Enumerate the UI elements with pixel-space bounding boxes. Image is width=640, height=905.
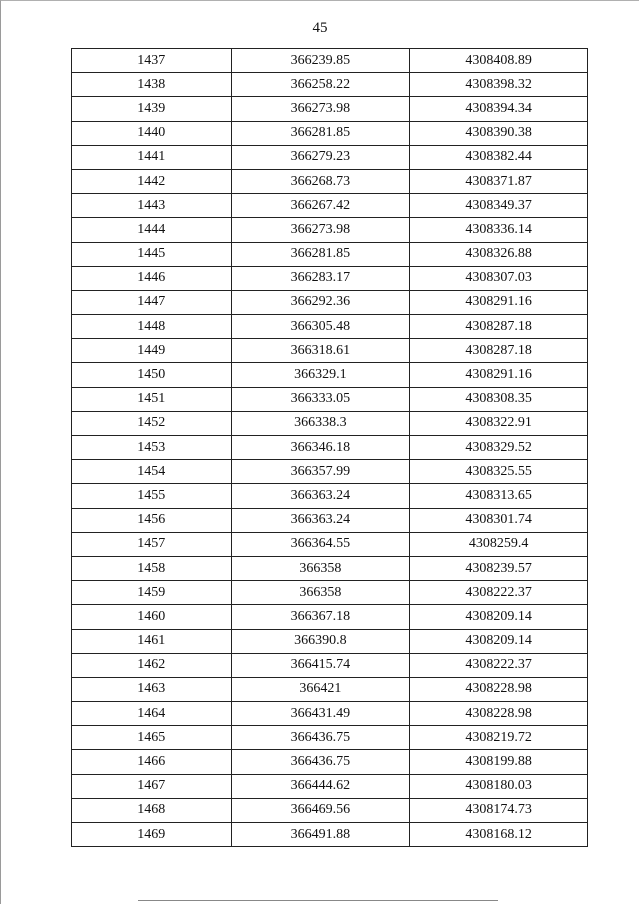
y-coordinate-cell: 4308209.14: [410, 605, 588, 629]
y-coordinate-cell: 4308325.55: [410, 460, 588, 484]
table-row: [72, 556, 588, 580]
x-coordinate-cell: 366364.55: [231, 532, 410, 556]
y-coordinate-cell: 4308322.91: [410, 411, 588, 435]
y-coordinate-cell: 4308239.57: [410, 556, 588, 580]
point-number-cell: 1458: [72, 556, 232, 580]
coordinates-table: [71, 48, 588, 847]
point-number-cell: 1456: [72, 508, 232, 532]
table-row: [72, 677, 588, 701]
x-coordinate-cell: 366305.48: [231, 315, 410, 339]
point-number-cell: 1440: [72, 121, 232, 145]
x-coordinate-cell: 366421: [231, 677, 410, 701]
y-coordinate-cell: 4308313.65: [410, 484, 588, 508]
point-number-cell: 1464: [72, 702, 232, 726]
x-coordinate-cell: 366346.18: [231, 436, 410, 460]
table-row: [72, 436, 588, 460]
y-coordinate-cell: 4308222.37: [410, 581, 588, 605]
x-coordinate-cell: 366318.61: [231, 339, 410, 363]
x-coordinate-cell: 366436.75: [231, 726, 410, 750]
coordinates-table-body: [72, 49, 588, 847]
point-number-cell: 1449: [72, 339, 232, 363]
table-row: [72, 73, 588, 97]
point-number-cell: 1460: [72, 605, 232, 629]
point-number-cell: 1437: [72, 49, 232, 73]
point-number-cell: 1448: [72, 315, 232, 339]
y-coordinate-cell: 4308307.03: [410, 266, 588, 290]
x-coordinate-cell: 366273.98: [231, 97, 410, 121]
table-row: [72, 484, 588, 508]
y-coordinate-cell: 4308382.44: [410, 145, 588, 169]
y-coordinate-cell: 4308219.72: [410, 726, 588, 750]
table-row: [72, 218, 588, 242]
x-coordinate-cell: 366415.74: [231, 653, 410, 677]
y-coordinate-cell: 4308291.16: [410, 363, 588, 387]
table-row: [72, 532, 588, 556]
table-row: [72, 266, 588, 290]
table-row: [72, 798, 588, 822]
x-coordinate-cell: 366357.99: [231, 460, 410, 484]
x-coordinate-cell: 366292.36: [231, 290, 410, 314]
point-number-cell: 1463: [72, 677, 232, 701]
y-coordinate-cell: 4308336.14: [410, 218, 588, 242]
y-coordinate-cell: 4308287.18: [410, 339, 588, 363]
table-row: [72, 702, 588, 726]
x-coordinate-cell: 366491.88: [231, 823, 410, 847]
y-coordinate-cell: 4308390.38: [410, 121, 588, 145]
point-number-cell: 1468: [72, 798, 232, 822]
table-row: [72, 581, 588, 605]
table-row: [72, 315, 588, 339]
table-row: [72, 387, 588, 411]
table-row: [72, 145, 588, 169]
point-number-cell: 1445: [72, 242, 232, 266]
x-coordinate-cell: 366283.17: [231, 266, 410, 290]
y-coordinate-cell: 4308222.37: [410, 653, 588, 677]
point-number-cell: 1454: [72, 460, 232, 484]
x-coordinate-cell: 366281.85: [231, 242, 410, 266]
point-number-cell: 1442: [72, 169, 232, 193]
table-row: [72, 726, 588, 750]
x-coordinate-cell: 366281.85: [231, 121, 410, 145]
point-number-cell: 1451: [72, 387, 232, 411]
x-coordinate-cell: 366239.85: [231, 49, 410, 73]
x-coordinate-cell: 366338.3: [231, 411, 410, 435]
table-row: [72, 411, 588, 435]
table-row: [72, 242, 588, 266]
point-number-cell: 1446: [72, 266, 232, 290]
point-number-cell: 1447: [72, 290, 232, 314]
point-number-cell: 1465: [72, 726, 232, 750]
x-coordinate-cell: 366469.56: [231, 798, 410, 822]
y-coordinate-cell: 4308287.18: [410, 315, 588, 339]
point-number-cell: 1457: [72, 532, 232, 556]
y-coordinate-cell: 4308291.16: [410, 290, 588, 314]
x-coordinate-cell: 366279.23: [231, 145, 410, 169]
x-coordinate-cell: 366267.42: [231, 194, 410, 218]
y-coordinate-cell: 4308168.12: [410, 823, 588, 847]
y-coordinate-cell: 4308349.37: [410, 194, 588, 218]
x-coordinate-cell: 366431.49: [231, 702, 410, 726]
table-row: [72, 121, 588, 145]
x-coordinate-cell: 366358: [231, 581, 410, 605]
y-coordinate-cell: 4308209.14: [410, 629, 588, 653]
y-coordinate-cell: 4308228.98: [410, 702, 588, 726]
point-number-cell: 1443: [72, 194, 232, 218]
table-row: [72, 169, 588, 193]
x-coordinate-cell: 366273.98: [231, 218, 410, 242]
y-coordinate-cell: 4308326.88: [410, 242, 588, 266]
y-coordinate-cell: 4308228.98: [410, 677, 588, 701]
point-number-cell: 1444: [72, 218, 232, 242]
x-coordinate-cell: 366268.73: [231, 169, 410, 193]
y-coordinate-cell: 4308329.52: [410, 436, 588, 460]
x-coordinate-cell: 366258.22: [231, 73, 410, 97]
x-coordinate-cell: 366436.75: [231, 750, 410, 774]
point-number-cell: 1452: [72, 411, 232, 435]
point-number-cell: 1439: [72, 97, 232, 121]
table-row: [72, 508, 588, 532]
table-row: [72, 750, 588, 774]
y-coordinate-cell: 4308308.35: [410, 387, 588, 411]
point-number-cell: 1461: [72, 629, 232, 653]
y-coordinate-cell: 4308398.32: [410, 73, 588, 97]
table-row: [72, 774, 588, 798]
table-row: [72, 653, 588, 677]
table-row: [72, 97, 588, 121]
x-coordinate-cell: 366367.18: [231, 605, 410, 629]
table-row: [72, 629, 588, 653]
x-coordinate-cell: 366329.1: [231, 363, 410, 387]
bottom-rule: [138, 900, 498, 901]
point-number-cell: 1453: [72, 436, 232, 460]
point-number-cell: 1441: [72, 145, 232, 169]
y-coordinate-cell: 4308259.4: [410, 532, 588, 556]
y-coordinate-cell: 4308174.73: [410, 798, 588, 822]
table-row: [72, 49, 588, 73]
x-coordinate-cell: 366444.62: [231, 774, 410, 798]
table-row: [72, 290, 588, 314]
page-number: 45: [312, 20, 328, 36]
point-number-cell: 1438: [72, 73, 232, 97]
y-coordinate-cell: 4308371.87: [410, 169, 588, 193]
point-number-cell: 1466: [72, 750, 232, 774]
point-number-cell: 1469: [72, 823, 232, 847]
y-coordinate-cell: 4308180.03: [410, 774, 588, 798]
table-row: [72, 605, 588, 629]
y-coordinate-cell: 4308301.74: [410, 508, 588, 532]
table-row: [72, 339, 588, 363]
y-coordinate-cell: 4308199.88: [410, 750, 588, 774]
table-row: [72, 194, 588, 218]
point-number-cell: 1459: [72, 581, 232, 605]
x-coordinate-cell: 366358: [231, 556, 410, 580]
x-coordinate-cell: 366333.05: [231, 387, 410, 411]
y-coordinate-cell: 4308408.89: [410, 49, 588, 73]
point-number-cell: 1455: [72, 484, 232, 508]
coordinates-table-container: [71, 48, 588, 847]
point-number-cell: 1450: [72, 363, 232, 387]
point-number-cell: 1462: [72, 653, 232, 677]
y-coordinate-cell: 4308394.34: [410, 97, 588, 121]
table-row: [72, 363, 588, 387]
x-coordinate-cell: 366363.24: [231, 508, 410, 532]
x-coordinate-cell: 366390.8: [231, 629, 410, 653]
point-number-cell: 1467: [72, 774, 232, 798]
table-row: [72, 460, 588, 484]
table-row: [72, 823, 588, 847]
x-coordinate-cell: 366363.24: [231, 484, 410, 508]
